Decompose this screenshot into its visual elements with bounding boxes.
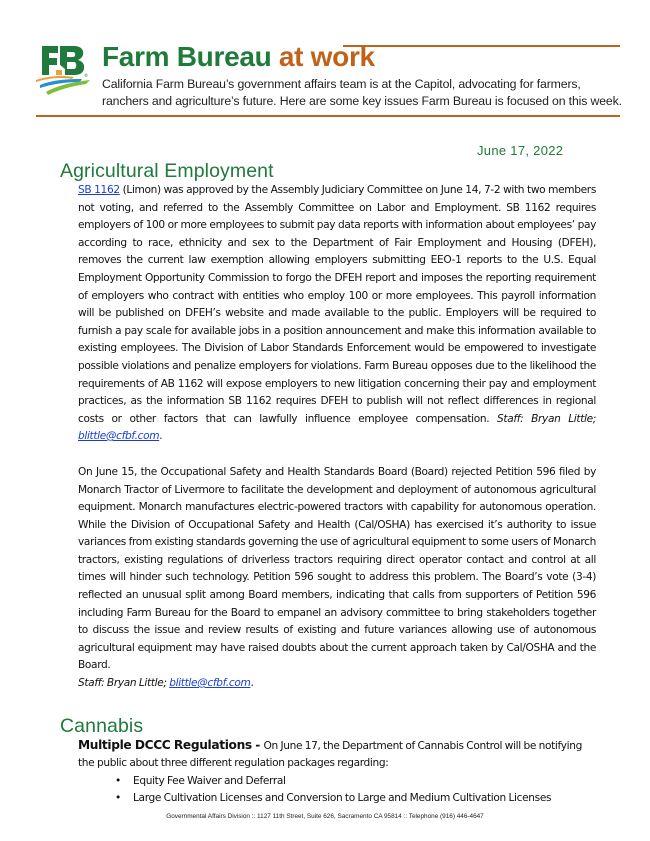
list-item: • Equity Fee Waiver and Deferral — [115, 773, 596, 791]
section-title-agricultural-employment: Agricultural Employment — [60, 160, 274, 182]
newsletter-header — [0, 0, 650, 120]
sb1162-link[interactable]: SB 1162 — [78, 184, 120, 196]
newsletter-content — [60, 160, 596, 808]
section-spacer — [60, 693, 596, 715]
header-tagline — [102, 76, 622, 110]
paragraph-dccc-regulations — [78, 737, 596, 773]
page-footer: Governmental Affairs Division :: 1127 11th Street, Suite 626, Sacramento CA 95814 :: Telephone (916) 446-4647 — [166, 813, 484, 820]
staff-credit: Staff: Bryan Little; — [78, 677, 170, 690]
header-top-rule — [343, 45, 620, 47]
tagline-line-1: California Farm Bureau’s government affairs team is at the Capitol, advocating for farmers, — [102, 77, 581, 91]
header-bottom-rule — [36, 115, 620, 117]
farm-bureau-logo-icon — [34, 42, 94, 98]
svg-text:®: ® — [84, 73, 88, 78]
brand-title-part2: at work — [278, 41, 375, 72]
item-heading: Multiple DCCC Regulations - — [78, 737, 264, 752]
brand-title — [102, 41, 375, 73]
paragraph-sb1162: SB 1162 (Limon) was approved by the Assembly Judiciary Committee on June 14, 7-2 with two members not voting, and referred to the Assembly Committee on Labor and Employment. SB 1162 requires employers of 100 or more employees to submit pay data reports with information about employees’ pay according to race, ethnicity and sex to the Department of Fair Employment and Housing (DFEH), removes the current law exemption allowing employers submitting EEO-1 reports to the U.S. Equal Employment Opportunity Commission to forgo the DFEH report and imposes the reporting requirement of employers who contract with entities who employ 100 or more employees. This payroll information will be published on DFEH’s website and made available to the public. Employers will be required to furnish a pay scale for available jobs in a position announcement and make this information available to existing employees. The Division of Labor Standards Enforcement would be empowered to investigate possible violations and penalize employers for violations. Farm Bureau opposes due to the likelihood the requirements of AB 1162 will expose employers to new litigation concerning their pay and employment practices, as the information SB 1162 requires DFEH to publish will not reflect differences in regional costs or other factors that can lawfully influence employee compensation. Staff: Bryan Little; blittle@cfbf.com. — [78, 184, 596, 443]
paragraph-text: On June 17, the Department of Cannabis Control will be notifying the public about three different regulation packages regarding: — [78, 739, 582, 770]
paragraph-petition-596: On June 15, the Occupational Safety and Health Standards Board (Board) rejected Petition 596 filed by Monarch Tractor of Livermore to facilitate the development and deployment of autonomous agricultural equipment. Monarch manufactures electric-powered tractors with capability for autonomous operation. While the Division of Occupational Safety and Health (Cal/OSHA) has exercised it’s authority to issue variances from existing standards governing the use of agricultural equipment to some users of Monarch tractors, existing regulations of driverless tractors requiring direct operator contact and control at all times will hinder such technology. Petition 596 sought to address this problem. The Board’s vote (3-4) reflected an unusual split among Board members, indicating that calls from supporters of Petition 596 including Farm Bureau for the Board to empanel an advisory committee to bring stakeholders together to discuss the issue and review results of existing and future variances allowing use of autonomous agricultural equipment may have raised doubts about the current approach taken by Cal/OSHA and the Board. Staff: Bryan Little; blittle@cfbf.com. — [78, 465, 596, 690]
list-item: • Large Cultivation Licenses and Conversion to Large and Medium Cultivation Licenses — [115, 790, 596, 808]
staff-email-link[interactable]: blittle@cfbf.com — [78, 430, 160, 443]
paragraph-text: On June 15, the Occupational Safety and Health Standards Board (Board) rejected Petition 596 filed by Monarch Tractor of Livermore to facilitate the development and deployment of autonomous agricultural equipment. Monarch manufactures electric-powered tractors with capability for autonomous operation. While the Division of Occupational Safety and Health (Cal/OSHA) has exercised it’s authority to issue variances from existing standards governing the use of agricultural equipment to some users of Monarch tractors, existing regulations of driverless tractors requiring direct operator contact and control at all times will hinder such technology. Petition 596 sought to address this problem. The Board’s vote (3-4) reflected an unusual split among Board members, indicating that calls from supporters of Petition 596 including Farm Bureau for the Board to empanel an advisory committee to bring stakeholders together to discuss the issue and review results of existing and future variances allowing use of autonomous agricultural equipment may have raised doubts about the current approach taken by Cal/OSHA and the Board. — [78, 465, 596, 672]
issue-date: June 17, 2022 — [477, 143, 564, 158]
section-title-cannabis: Cannabis — [60, 714, 144, 737]
paragraph-spacer — [60, 446, 596, 464]
staff-credit: Staff: Bryan Little; — [497, 412, 596, 425]
regulation-packages-list — [60, 773, 596, 808]
brand-title-part1: Farm Bureau — [102, 41, 272, 72]
tagline-line-2: ranchers and agriculture’s future. Here are some key issues Farm Bureau is focused on this week. — [102, 94, 622, 108]
paragraph-text: (Limon) was approved by the Assembly Judiciary Committee on June 14, 7-2 with two members not voting, and referred to the Assembly Committee on Labor and Employment. SB 1162 requires employers of 100 or more employees to submit pay data reports with information about employees’ pay according to race, ethnicity and sex to the Department of Fair Employment and Housing (DFEH), removes the current law exemption allowing employers submitting EEO-1 reports to the U.S. Equal Employment Opportunity Commission to forgo the DFEH report and imposes the reporting requirement of employers who contract with entities who employ 100 or more employees. This payroll information will be published on DFEH’s website and made available to the public. Employers will be required to furnish a pay scale for available jobs in a position announcement and make this information available to existing employees. The Division of Labor Standards Enforcement would be empowered to investigate possible violations and penalize employers for violations. Farm Bureau opposes due to the likelihood the requirements of AB 1162 will expose employers to new litigation concerning their pay and employment practices, as the information SB 1162 requires DFEH to publish will not reflect differences in regional costs or other factors that can lawfully influence employee compensation. — [78, 184, 596, 425]
staff-email-link[interactable]: blittle@cfbf.com — [169, 677, 251, 690]
